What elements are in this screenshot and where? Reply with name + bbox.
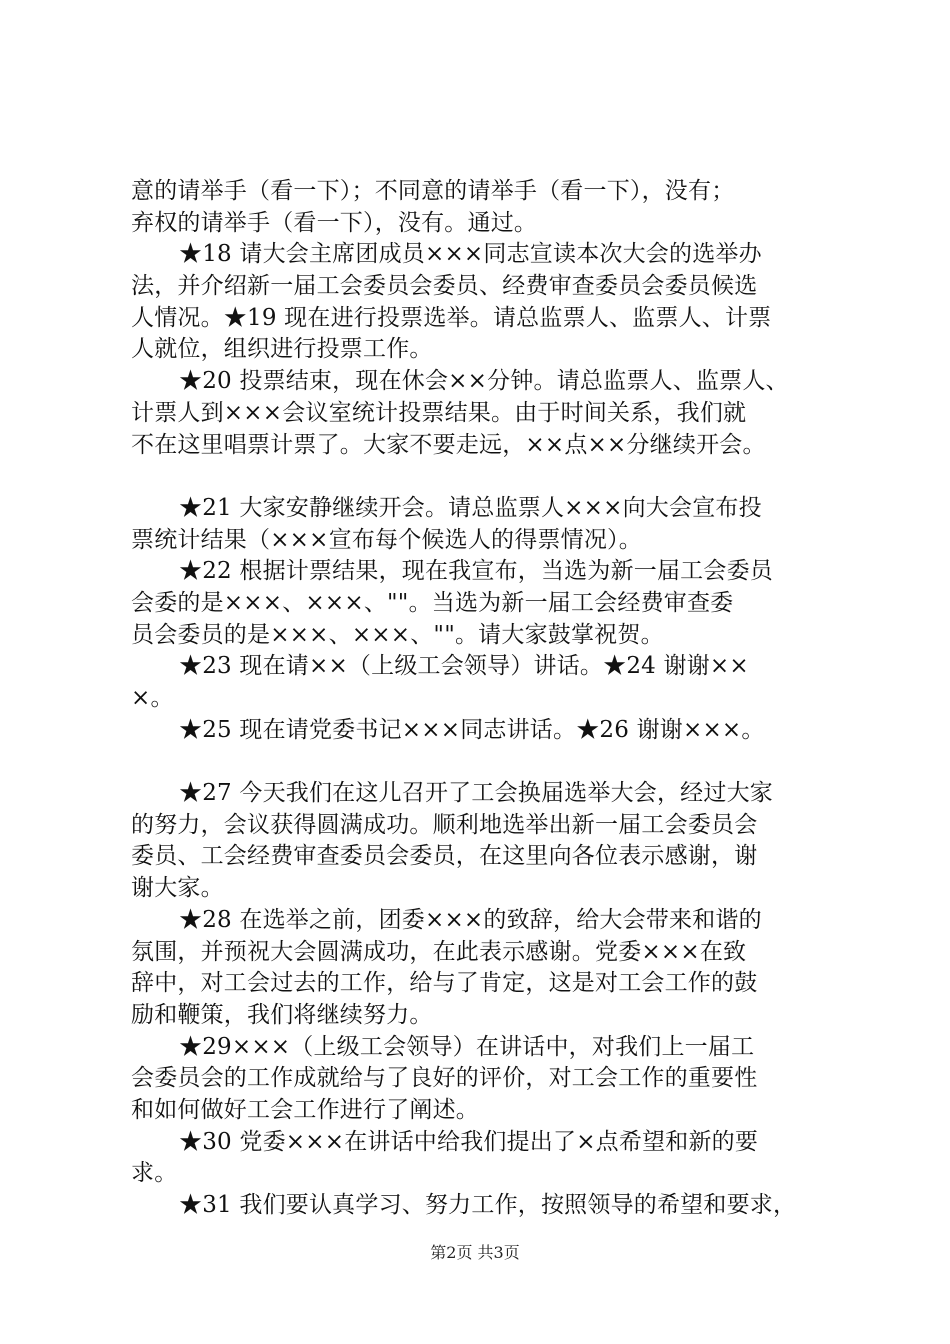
page-number-footer: 第2页 共3页 [430,1243,520,1262]
text-line: 氛围，并预祝大会圆满成功，在此表示感谢。党委×××在致 [131,938,747,965]
document-body [131,176,843,1222]
text-line: 会委的是×××、×××、""。当选为新一届工会经费审查委 [131,589,734,616]
text-line: 的努力，会议获得圆满成功。顺利地选举出新一届工会委员会 [131,811,758,838]
paragraph-23-line: ★23 现在请××（上级工会领导）讲话。★24 谢谢×× [179,653,749,680]
paragraph-18-line: ★18 请大会主席团成员×××同志宣读本次大会的选举办 [179,241,762,268]
paragraph-29-line: ★29×××（上级工会领导）在讲话中，对我们上一届工 [179,1033,755,1060]
text-line: ×。 [131,685,174,711]
paragraph-20-line: ★20 投票结束，现在休会××分钟。请总监票人、监票人、 [179,368,789,395]
text-line: 票统计结果（×××宣布每个候选人的得票情况）。 [131,526,642,553]
text-line: 弃权的请举手（看一下），没有。通过。 [131,209,538,236]
paragraph-28-line: ★28 在选举之前，团委×××的致辞，给大会带来和谐的 [179,906,762,933]
paragraph-22-line: ★22 根据计票结果，现在我宣布，当选为新一届工会委员 [179,558,773,585]
text-line: 辞中，对工会过去的工作，给与了肯定，这是对工会工作的鼓 [131,970,758,997]
paragraph-spacer [131,746,843,778]
text-line: 计票人到×××会议室统计投票结果。由于时间关系，我们就 [131,399,747,426]
paragraph-25-line: ★25 现在请党委书记×××同志讲话。★26 谢谢×××。 [179,716,765,743]
paragraph-30-line: ★30 党委×××在讲话中给我们提出了×点希望和新的要 [179,1128,759,1155]
paragraph-spacer [131,461,843,493]
paragraph-31-line: ★31 我们要认真学习、努力工作，按照领导的希望和要求， [179,1192,797,1218]
text-line: 励和鞭策，我们将继续努力。 [131,1001,433,1028]
text-line: 人情况。★19 现在进行投票选举。请总监票人、监票人、计票 [131,304,772,331]
text-line: 委员、工会经费审查委员会委员，在这里向各位表示感谢，谢 [131,843,758,870]
text-line: 不在这里唱票计票了。大家不要走远，××点××分继续开会。 [131,431,766,458]
text-line: 员会委员的是×××、×××、""。请大家鼓掌祝贺。 [131,621,664,648]
text-line: 人就位，组织进行投票工作。 [131,336,433,363]
text-line: 法，并介绍新一届工会委员会委员、经费审查委员会委员候选 [131,273,758,300]
text-line: 意的请举手（看一下）；不同意的请举手（看一下），没有； [131,178,735,204]
paragraph-27-line: ★27 今天我们在这儿召开了工会换届选举大会，经过大家 [179,780,773,807]
text-line: 谢大家。 [131,875,224,902]
paragraph-21-line: ★21 大家安静继续开会。请总监票人×××向大会宣布投 [179,494,762,521]
text-line: 会委员会的工作成就给与了良好的评价，对工会工作的重要性 [131,1065,758,1092]
text-line: 求。 [131,1160,178,1187]
text-line: 和如何做好工会工作进行了阐述。 [131,1096,479,1123]
